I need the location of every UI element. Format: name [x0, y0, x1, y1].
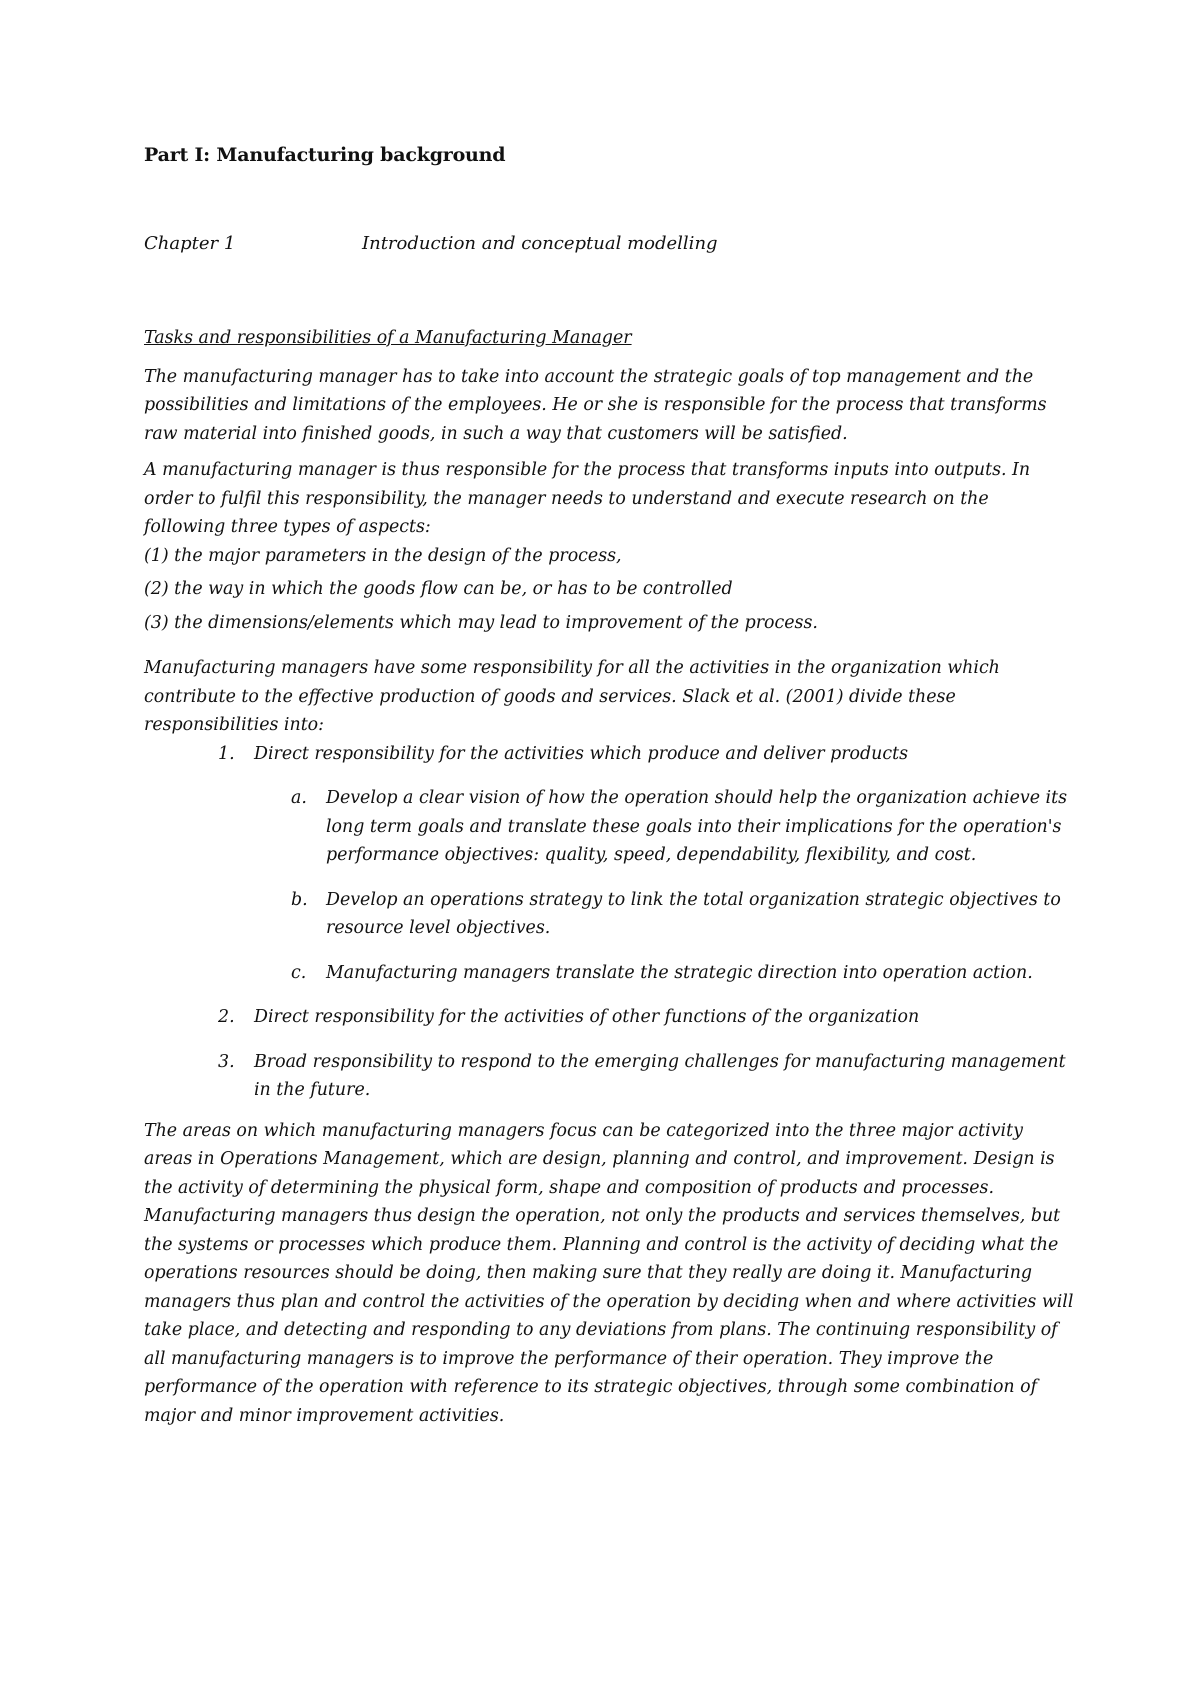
- list-letter: b.: [291, 889, 308, 910]
- paragraph-4: The areas on which manufacturing managers focus can be categorized into the three major activity areas in Operations Management, which are design, planning and control, and improvement. Design is the activity of determining the physical form, shape and composition of products and processes. Manufacturing managers thus design the operation, not only the products and services themselves, but the systems or processes which produce them. Planning and control is the activity of deciding what the operations resources should be doing, then making sure that they really are doing it. Manufacturing managers thus plan and control the activities of the operation by deciding when and where activities will take place, and detecting and responding to any deviations from plans. The continuing responsibility of all manufacturing managers is to improve the performance of their operation. They improve the performance of the operation with reference to its strategic objectives, through some combination of major and minor improvement activities.: [144, 1120, 1074, 1426]
- list-number: 1.: [218, 743, 235, 764]
- list-number: 2.: [218, 1007, 235, 1027]
- sub-responsibility-text: Develop an operations strategy to link the total organization strategic objectives to resource level objectives.: [326, 889, 1061, 938]
- paragraph-2: A manufacturing manager is thus responsible for the process that transforms inputs into outputs. In order to fulfil this responsibility, the manager needs to understand and execute research on the following three types of aspects:: [144, 460, 1031, 537]
- aspect-item: (3) the dimensions/elements which may lead to improvement of the process.: [144, 612, 818, 633]
- aspect-list: [144, 542, 1074, 638]
- part-title: Part I: Manufacturing background: [144, 144, 506, 166]
- chapter-label: Chapter 1: [144, 233, 236, 254]
- sub-responsibility-text: Develop a clear vision of how the operation should help the organization achieve its long term goals and translate these goals into their implications for the operation's performance objectives: quality, speed, dependability, flexibility, and cost.: [326, 788, 1068, 865]
- sub-responsibility-item: [254, 959, 1074, 988]
- responsibility-item: [144, 740, 1074, 988]
- paragraph-1: The manufacturing manager has to take into account the strategic goals of top management and the possibilities and limitations of the employees. He or she is responsible for the process that transforms raw material into finished goods, in such a way that customers will be satisfied.: [144, 366, 1047, 444]
- section-heading: Tasks and responsibilities of a Manufacturing Manager: [144, 328, 632, 348]
- aspect-item: (1) the major parameters in the design of the process,: [144, 545, 622, 566]
- sub-responsibility-list: [254, 784, 1074, 987]
- list-letter: c.: [291, 962, 307, 983]
- responsibility-item: [144, 1048, 1074, 1105]
- sub-responsibility-text: Manufacturing managers translate the strategic direction into operation action.: [326, 962, 1033, 983]
- chapter-heading: [144, 233, 1044, 254]
- responsibility-text: Direct responsibility for the activities which produce and deliver products: [254, 743, 909, 764]
- responsibility-text: Broad responsibility to respond to the emerging challenges for manufacturing management in the future.: [254, 1051, 1066, 1100]
- sub-responsibility-item: [254, 886, 1074, 943]
- responsibility-item: [144, 1003, 1074, 1032]
- paragraph-3: Manufacturing managers have some responsibility for all the activities in the organization which contribute to the effective production of goods and services. Slack et al. (2001) divide these responsibilities into:: [144, 658, 1000, 735]
- list-number: 3.: [218, 1051, 235, 1072]
- chapter-title: Introduction and conceptual modelling: [362, 233, 718, 254]
- responsibility-text: Direct responsibility for the activities of other functions of the organization: [254, 1007, 920, 1027]
- list-letter: a.: [291, 788, 307, 808]
- aspect-item: (2) the way in which the goods flow can be, or has to be controlled: [144, 579, 733, 599]
- document-body: [144, 324, 1074, 1430]
- responsibility-list: [144, 740, 1074, 1105]
- sub-responsibility-item: [254, 784, 1074, 870]
